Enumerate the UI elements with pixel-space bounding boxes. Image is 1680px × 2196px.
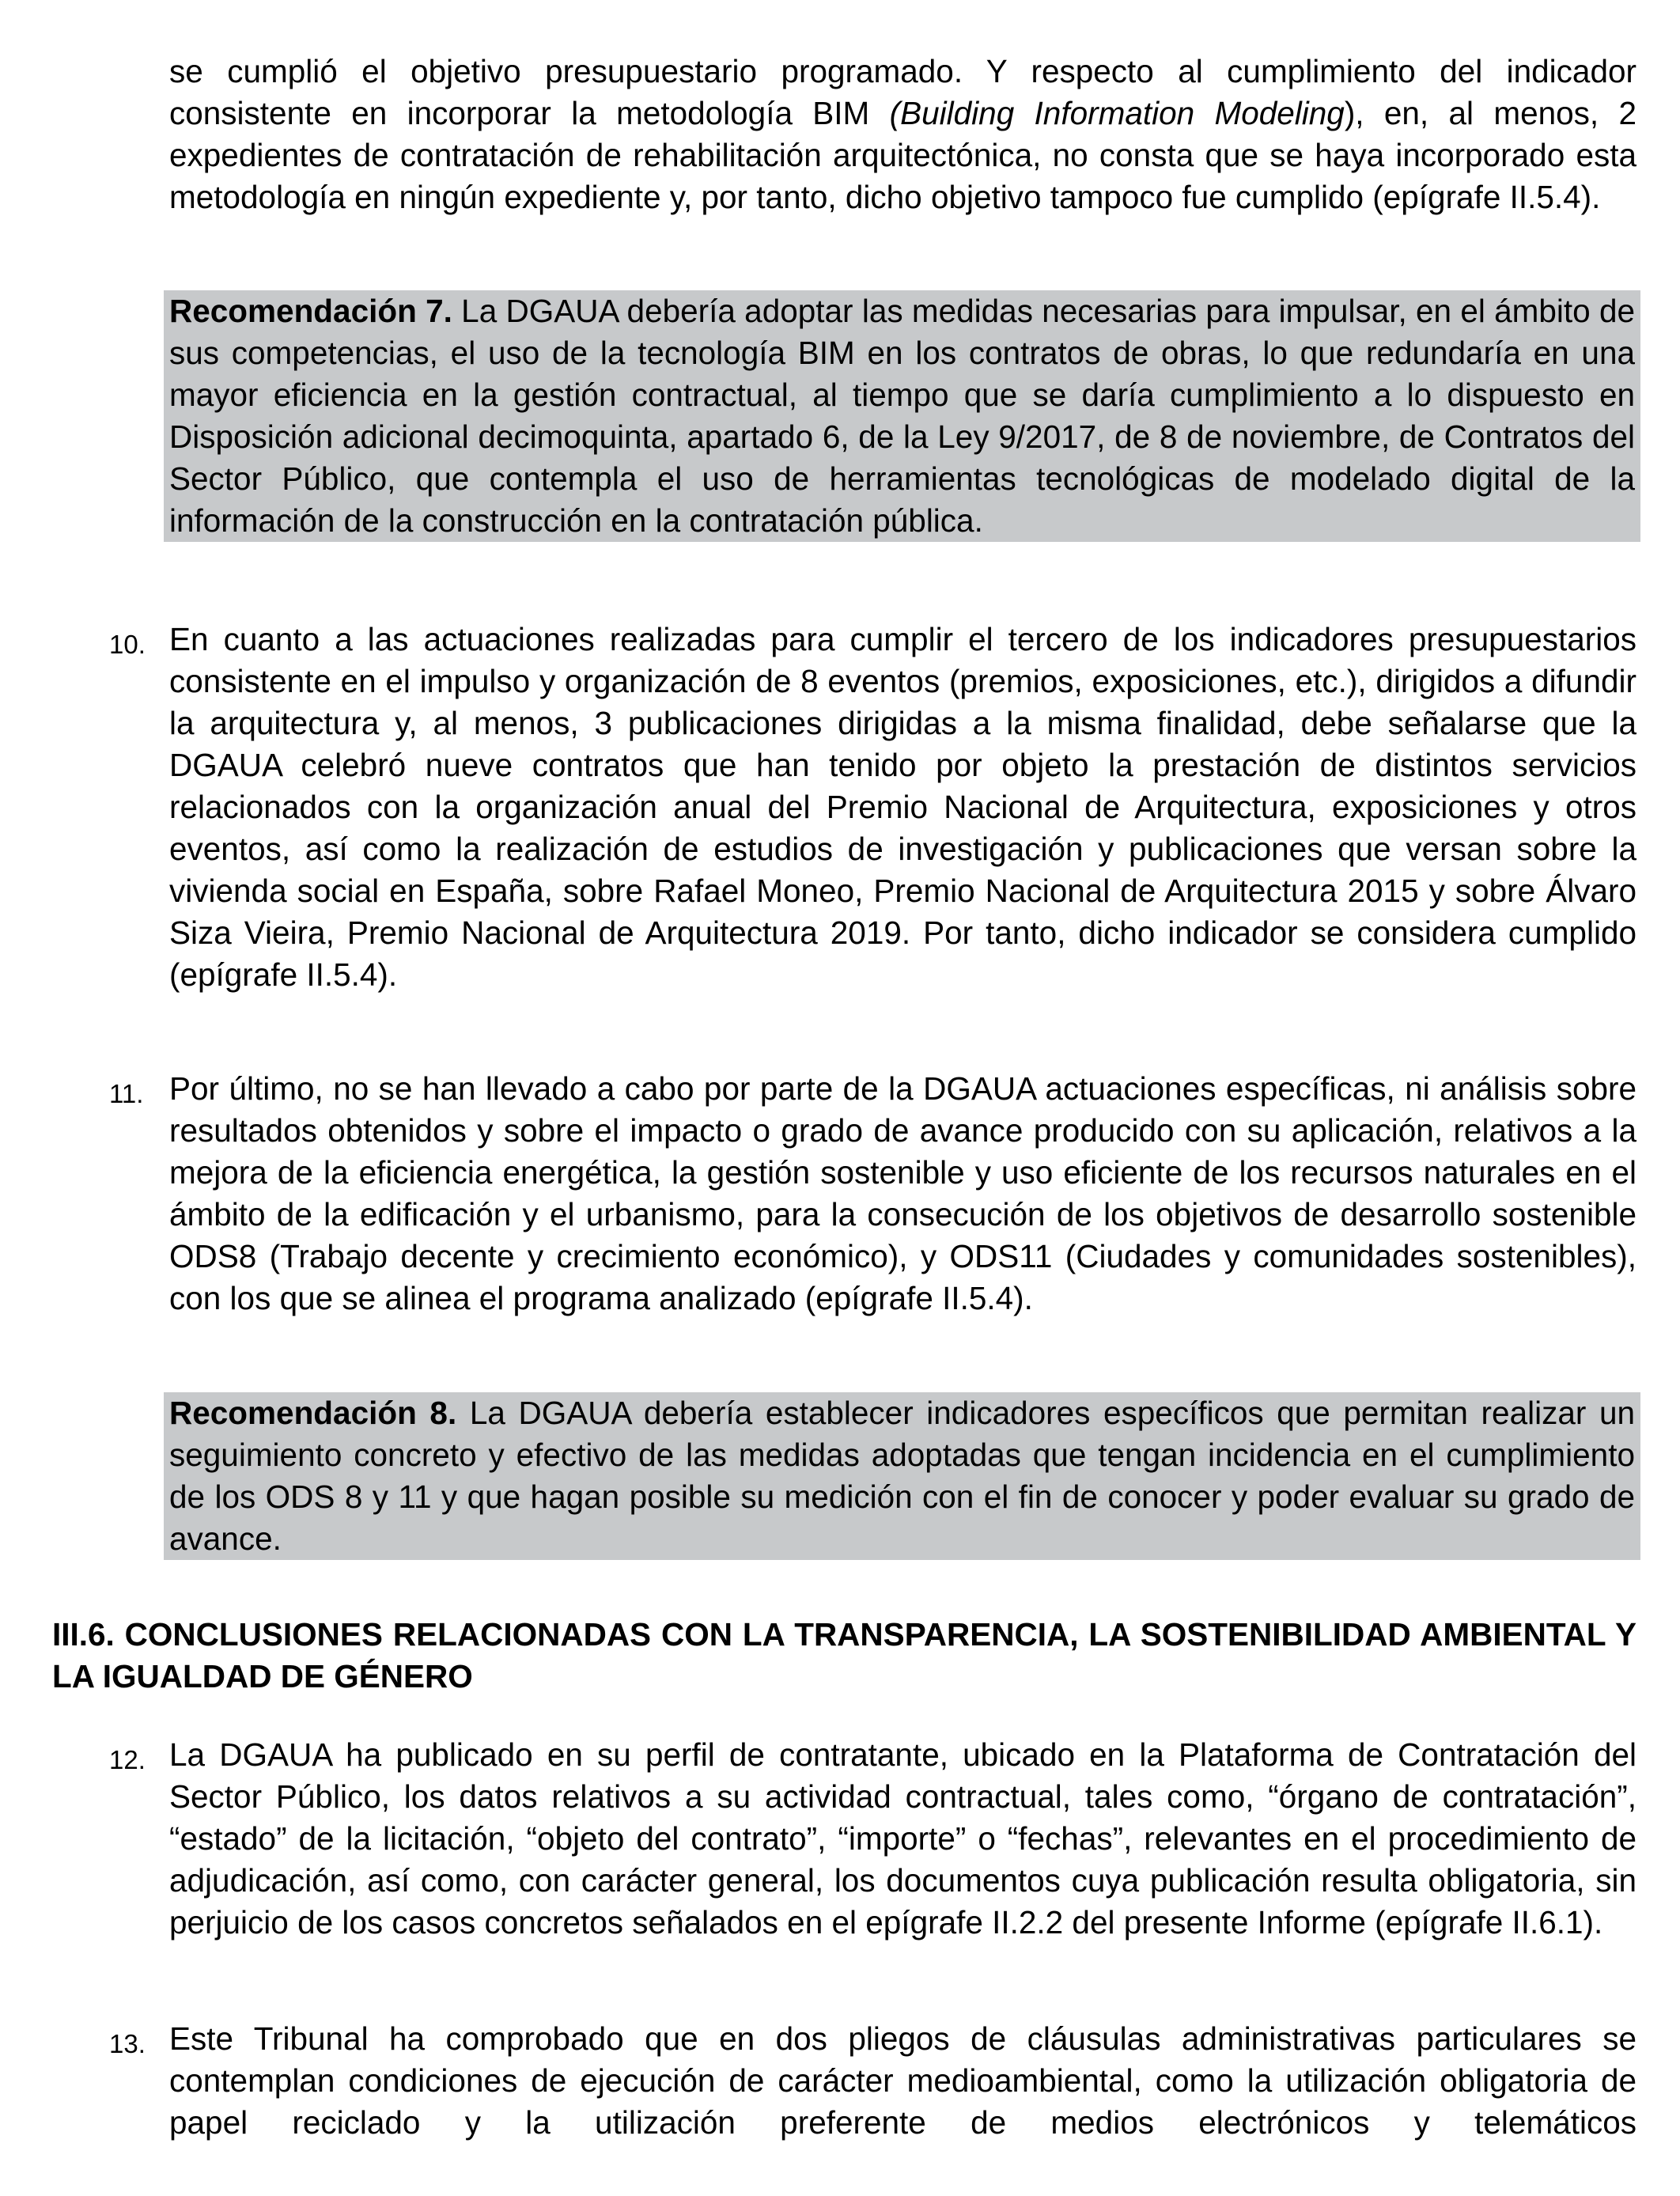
list-item-text: Este Tribunal ha comprobado que en dos pliegos de cláusulas administrativas particulares se contemplan condiciones de ejecución de carácter medioambiental, como la utilización obligatoria de papel reciclado y la utilización preferente de medios electrónicos y telemáticos: [169, 2020, 1636, 2141]
list-item-13: [109, 2018, 1636, 2144]
section-heading: III.6. CONCLUSIONES RELACIONADAS CON LA TRANSPARENCIA, LA SOSTENIBILIDAD AMBIENTAL Y LA IGUALDAD DE GÉNERO: [52, 1616, 1636, 1694]
intro-paragraph: [169, 51, 1636, 218]
list-item-text: En cuanto a las actuaciones realizadas para cumplir el tercero de los indicadores presupuestarios consistente en el impulso y organización de 8 eventos (premios, exposiciones, etc.), dirigidos a difundir la arquitectura y, al menos, 3 publicaciones dirigidas a la misma finalidad, debe señalarse que la DGAUA celebró nueve contratos que han tenido por objeto la prestación de distintos servicios relacionados con la organización anual del Premio Nacional de Arquitectura, exposiciones y otros eventos, así como la realización de estudios de investigación y publicaciones que versan sobre la vivienda social en España, sobre Rafael Moneo, Premio Nacional de Arquitectura 2015 y sobre Álvaro Siza Vieira, Premio Nacional de Arquitectura 2019. Por tanto, dicho indicador se considera cumplido (epígrafe II.5.4).: [169, 621, 1636, 993]
list-item-number: 12.: [109, 1745, 146, 1774]
intro-text-part2: ), en, al menos, 2 expedientes de contratación de rehabilitación arquitectónica, no consta que se haya incorporado esta metodología en ningún expediente y, por tanto, dicho objetivo tampoco fue cumplido (epígrafe II.5.4).: [169, 95, 1636, 215]
list-item-text: La DGAUA ha publicado en su perfil de contratante, ubicado en la Plataforma de Contratación del Sector Público, los datos relativos a su actividad contractual, tales como, “órgano de contratación”, “estado” de la licitación, “objeto del contrato”, “importe” o “fechas”, relevantes en el procedimiento de adjudicación, así como, con carácter general, los documentos cuya publicación resulta obligatoria, sin perjuicio de los casos concretos señalados en el epígrafe II.2.2 del presente Informe (epígrafe II.6.1).: [169, 1736, 1636, 1940]
list-item-12: [109, 1734, 1636, 1944]
recommendation-8-label: Recomendación 8.: [169, 1395, 457, 1431]
recommendation-7-text: La DGAUA debería adoptar las medidas necesarias para impulsar, en el ámbito de sus competencias, el uso de la tecnología BIM en los contratos de obras, lo que redundaría en una mayor eficiencia en la gestión contractual, al tiempo que se daría cumplimiento a lo dispuesto en Disposición adicional decimoquinta, apartado 6, de la Ley 9/2017, de 8 de noviembre, de Contratos del Sector Público, que contempla el uso de herramientas tecnológicas de modelado digital de la información de la construcción en la contratación pública.: [169, 293, 1636, 539]
list-item-number: 13.: [109, 2029, 146, 2058]
recommendation-7-label: Recomendación 7.: [169, 293, 452, 329]
recommendation-8-text: La DGAUA debería establecer indicadores específicos que permitan realizar un seguimiento concreto y efectivo de las medidas adoptadas que tengan incidencia en el cumplimiento de los ODS 8 y 11 y que hagan posible su medición con el fin de conocer y poder evaluar su grado de avance.: [169, 1395, 1635, 1557]
list-item-number: 11.: [109, 1079, 144, 1108]
intro-italic-term: (Building Information Modeling: [889, 95, 1345, 131]
list-item-11: [109, 1068, 1636, 1319]
list-item-number: 10.: [109, 630, 146, 659]
intro-text-part1: se cumplió el objetivo presupuestario programado. Y respecto al cumplimiento del indicador consistente en incorporar la metodología BIM: [169, 53, 1636, 131]
recommendation-7-box: [164, 290, 1640, 542]
recommendation-8-box: [164, 1392, 1640, 1560]
list-item-text: Por último, no se han llevado a cabo por parte de la DGAUA actuaciones específicas, ni análisis sobre resultados obtenidos y sobre el impacto o grado de avance producido con su aplicación, relativos a la mejora de la eficiencia energética, la gestión sostenible y uso eficiente de los recursos naturales en el ámbito de la edificación y el urbanismo, para la consecución de los objetivos de desarrollo sostenible ODS8 (Trabajo decente y crecimiento económico), y ODS11 (Ciudades y comunidades sostenibles), con los que se alinea el programa analizado (epígrafe II.5.4).: [169, 1070, 1636, 1316]
list-item-10: [109, 619, 1636, 996]
